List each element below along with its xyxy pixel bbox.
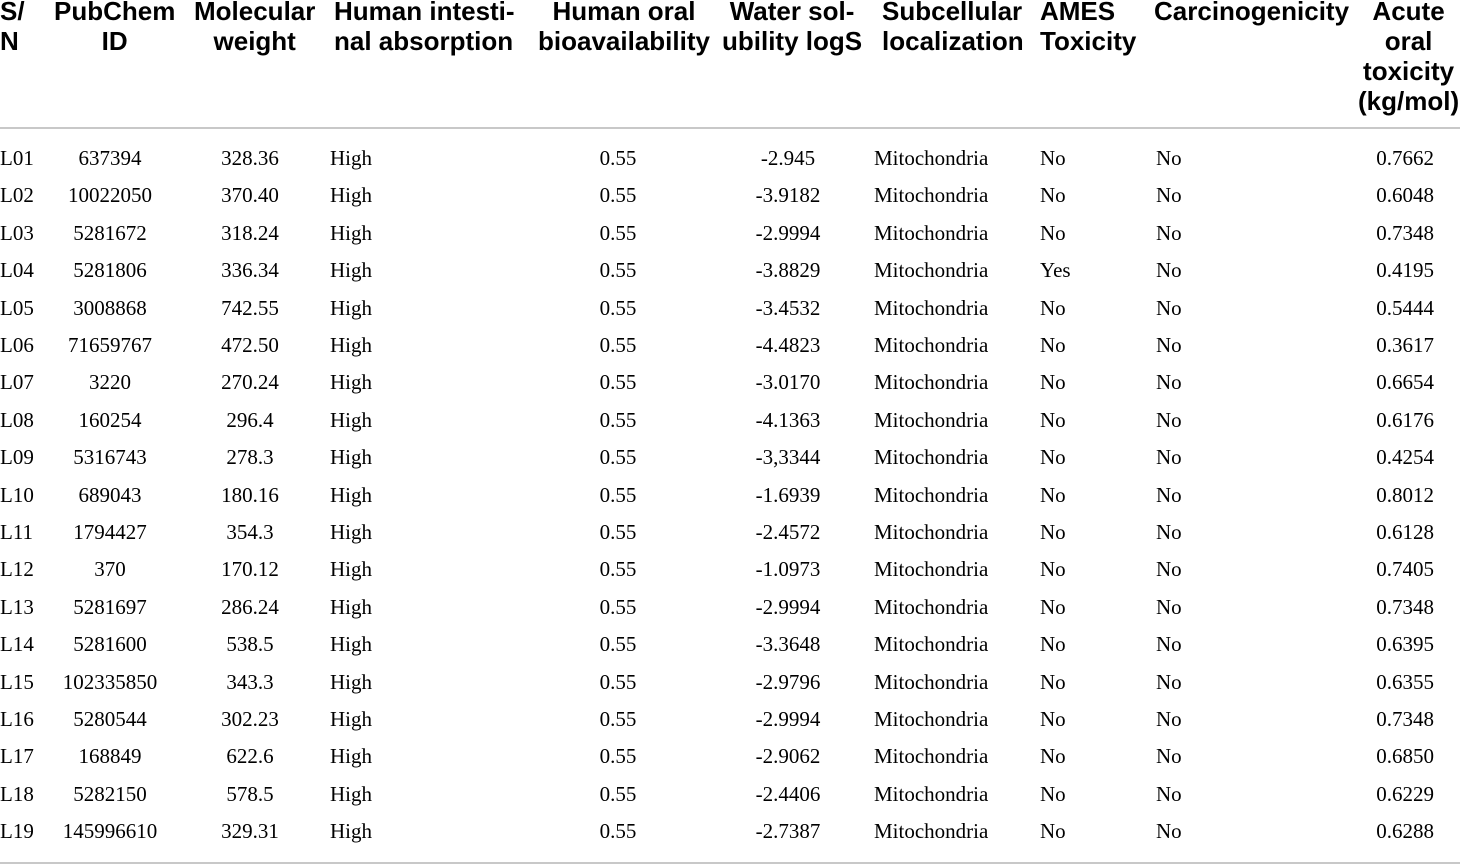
table-cell: No [1156, 669, 1182, 694]
table-cell: 0.55 [599, 220, 637, 245]
table-cell: Mitochondria [874, 258, 989, 283]
table-cell: 0.6229 [1376, 781, 1434, 806]
table-cell: Mitochondria [874, 407, 989, 432]
table-cell: Mitochondria [874, 183, 989, 208]
table-row [0, 402, 1460, 439]
table-cell: 170.12 [221, 557, 279, 582]
table-cell: 578.5 [226, 781, 274, 806]
table-cell: 0.55 [599, 594, 637, 619]
table-cell: -4.1363 [755, 407, 821, 432]
table-cell: L04 [0, 258, 34, 283]
table-cell: Mitochondria [874, 146, 989, 170]
table-cell: No [1040, 370, 1066, 395]
table-cell: No [1156, 482, 1182, 507]
table-cell: 0.55 [599, 407, 637, 432]
table-cell: 5281806 [73, 258, 147, 283]
table-row [0, 776, 1460, 813]
table-cell: 329.31 [221, 819, 279, 844]
table-cell: No [1156, 258, 1182, 283]
table-cell: No [1040, 819, 1066, 844]
table-cell: 622.6 [226, 744, 274, 769]
table-row [0, 439, 1460, 476]
table-cell: 5280544 [73, 707, 147, 731]
table-row [0, 327, 1460, 364]
table-cell: -3.0170 [755, 370, 821, 395]
table-cell: Mitochondria [874, 781, 989, 806]
table-cell: 0.55 [599, 520, 637, 544]
table-cell: -2.4406 [755, 781, 821, 806]
table-cell: High [330, 370, 372, 395]
table-cell: No [1040, 781, 1066, 806]
table-cell: 5281600 [73, 632, 147, 657]
table-row [0, 215, 1460, 252]
table-cell: L01 [0, 146, 34, 170]
table-cell: 0.7662 [1376, 146, 1434, 170]
table-cell: 0.55 [599, 482, 637, 507]
table-cell: High [330, 482, 372, 507]
table-cell: No [1156, 295, 1182, 320]
table-row [0, 252, 1460, 289]
header-intestinal-absorption: Human intesti- nal absorption [334, 0, 515, 56]
table-cell: Mitochondria [874, 707, 989, 731]
table-cell: High [330, 146, 372, 170]
table-cell: No [1040, 520, 1066, 544]
table-cell: 160254 [78, 407, 142, 432]
table-row [0, 177, 1460, 214]
table-cell: -2.7387 [755, 819, 821, 844]
table-cell: 0.4195 [1376, 258, 1434, 283]
table-row [0, 140, 1460, 177]
table-cell: -2.9994 [755, 707, 821, 731]
table-cell: 0.7405 [1376, 557, 1434, 582]
table-cell: 0.6128 [1376, 520, 1434, 544]
header-sn: S/ N [0, 0, 25, 56]
table-cell: Mitochondria [874, 557, 989, 582]
header-acute-oral-toxicity: Acute oral toxicity (kg/mol) [1358, 0, 1460, 116]
header-oral-bioavailability: Human oral bioavailability [538, 0, 710, 56]
table-cell: No [1156, 557, 1182, 582]
table-cell: 0.4254 [1376, 445, 1434, 470]
table-cell: 0.55 [599, 781, 637, 806]
table-cell: 168849 [78, 744, 142, 769]
table-cell: High [330, 632, 372, 657]
table-cell: No [1156, 220, 1182, 245]
table-cell: 0.55 [599, 258, 637, 283]
table-cell: L17 [0, 744, 34, 769]
table-cell: High [330, 220, 372, 245]
header-carcinogenicity: Carcinogenicity [1154, 0, 1350, 26]
table-cell: No [1040, 295, 1066, 320]
table-cell: 689043 [78, 482, 142, 507]
table-cell: 270.24 [221, 370, 279, 395]
table-cell: 336.34 [221, 258, 279, 283]
table-cell: Mitochondria [874, 295, 989, 320]
table-cell: L07 [0, 370, 34, 395]
table-cell: No [1156, 407, 1182, 432]
table-cell: No [1156, 445, 1182, 470]
table-cell: 742.55 [221, 295, 279, 320]
header-divider [0, 127, 1460, 129]
table-cell: L13 [0, 594, 34, 619]
table-cell: No [1040, 482, 1066, 507]
table-cell: Mitochondria [874, 594, 989, 619]
table-cell: 0.5444 [1376, 295, 1434, 320]
table-cell: No [1040, 632, 1066, 657]
table-cell: 0.6288 [1376, 819, 1434, 844]
table-cell: 0.7348 [1376, 707, 1434, 731]
table-cell: High [330, 520, 372, 544]
table-cell: 0.55 [599, 295, 637, 320]
table-cell: 0.7348 [1376, 220, 1434, 245]
table-bottom-rule [0, 862, 1460, 864]
table-cell: 296.4 [226, 407, 274, 432]
table-cell: L05 [0, 295, 34, 320]
table-cell: No [1040, 183, 1066, 208]
table-cell: Mitochondria [874, 632, 989, 657]
table-cell: Mitochondria [874, 744, 989, 769]
table-cell: High [330, 744, 372, 769]
table-cell: High [330, 258, 372, 283]
table-cell: Mitochondria [874, 669, 989, 694]
table-cell: 5316743 [73, 445, 147, 470]
table-row [0, 589, 1460, 626]
table-cell: No [1040, 445, 1066, 470]
table-cell: High [330, 183, 372, 208]
table-cell: 0.55 [599, 557, 637, 582]
table-cell: 328.36 [221, 146, 279, 170]
table-cell: -3.4532 [755, 295, 821, 320]
table-cell: High [330, 295, 372, 320]
table-cell: 318.24 [221, 220, 279, 245]
table-cell: 0.55 [599, 333, 637, 357]
table-cell: L14 [0, 632, 34, 657]
table-cell: Mitochondria [874, 333, 989, 357]
table-cell: 286.24 [221, 594, 279, 619]
table-cell: High [330, 333, 372, 357]
table-cell: No [1156, 520, 1182, 544]
table-cell: 0.55 [599, 707, 637, 731]
table-cell: Mitochondria [874, 819, 989, 844]
table-cell: 0.55 [599, 744, 637, 769]
table-cell: No [1040, 557, 1066, 582]
table-cell: 0.6048 [1376, 183, 1434, 208]
table-cell: 1794427 [73, 520, 147, 544]
table-cell: 3220 [89, 370, 131, 395]
table-row [0, 364, 1460, 401]
table-cell: No [1156, 333, 1182, 357]
header-ames-toxicity: AMES Toxicity [1040, 0, 1137, 56]
table-cell: No [1156, 146, 1182, 170]
table-cell: 5281697 [73, 594, 147, 619]
table-cell: High [330, 557, 372, 582]
table-cell: 3008868 [73, 295, 147, 320]
table-cell: -4.4823 [755, 333, 821, 357]
table-cell: No [1040, 220, 1066, 245]
table-cell: No [1040, 744, 1066, 769]
table-cell: 5281672 [73, 220, 147, 245]
table-cell: -3.3648 [755, 632, 821, 657]
table-row [0, 701, 1460, 738]
table-cell: L11 [0, 520, 34, 544]
table-cell: No [1156, 744, 1182, 769]
table-cell: 0.7348 [1376, 594, 1434, 619]
table-cell: L10 [0, 482, 34, 507]
table-cell: 538.5 [226, 632, 274, 657]
table-cell: High [330, 819, 372, 844]
table-cell: No [1040, 333, 1066, 357]
table-cell: 0.55 [599, 669, 637, 694]
table-cell: 472.50 [221, 333, 279, 357]
table-cell: Mitochondria [874, 370, 989, 395]
table-cell: 0.6176 [1376, 407, 1434, 432]
table-cell: L19 [0, 819, 34, 844]
table-cell: 0.55 [599, 632, 637, 657]
table-cell: 0.55 [599, 370, 637, 395]
table-cell: L03 [0, 220, 34, 245]
table-cell: Mitochondria [874, 445, 989, 470]
table-cell: Yes [1040, 258, 1071, 283]
table-cell: -3.8829 [755, 258, 821, 283]
table-cell: High [330, 669, 372, 694]
table-cell: 0.55 [599, 146, 637, 170]
table-row [0, 664, 1460, 701]
table-cell: 0.55 [599, 819, 637, 844]
table-cell: 0.6395 [1376, 632, 1434, 657]
table-cell: L06 [0, 333, 34, 357]
table-cell: -3,3344 [755, 445, 821, 470]
table-cell: 343.3 [226, 669, 274, 694]
table-cell: L15 [0, 669, 34, 694]
table-row [0, 514, 1460, 551]
table-cell: -2.4572 [755, 520, 821, 544]
table-cell: No [1156, 707, 1182, 731]
table-row [0, 477, 1460, 514]
table-cell: L09 [0, 445, 34, 470]
table-cell: 5282150 [73, 781, 147, 806]
table-cell: No [1156, 183, 1182, 208]
header-water-solubility: Water sol- ubility logS [722, 0, 863, 56]
table-cell: L16 [0, 707, 34, 731]
table-cell: Mitochondria [874, 482, 989, 507]
table-cell: 180.16 [221, 482, 279, 507]
table-cell: 0.8012 [1376, 482, 1434, 507]
table-cell: No [1156, 632, 1182, 657]
table-cell: -2.9994 [755, 594, 821, 619]
table-row [0, 738, 1460, 775]
table-cell: No [1156, 781, 1182, 806]
table-cell: L02 [0, 183, 34, 208]
table-cell: Mitochondria [874, 220, 989, 245]
table-cell: 370.40 [221, 183, 279, 208]
table-cell: No [1040, 594, 1066, 619]
table-cell: 370 [94, 557, 126, 582]
table-cell: High [330, 594, 372, 619]
table-cell: High [330, 445, 372, 470]
table-header [0, 0, 1460, 127]
table-cell: 145996610 [62, 819, 158, 844]
table-cell: High [330, 781, 372, 806]
table-cell: No [1040, 669, 1066, 694]
table-cell: 71659767 [68, 333, 152, 357]
table-cell: -3.9182 [755, 183, 821, 208]
table-row [0, 551, 1460, 588]
table-cell: 354.3 [226, 520, 274, 544]
table-cell: 302.23 [221, 707, 279, 731]
header-molecular-weight: Molecular weight [194, 0, 316, 56]
table-cell: -1.0973 [755, 557, 821, 582]
table-cell: High [330, 707, 372, 731]
table-cell: -2.9796 [755, 669, 821, 694]
table-cell: 278.3 [226, 445, 274, 470]
table-cell: 0.55 [599, 445, 637, 470]
table-cell: 0.3617 [1376, 333, 1434, 357]
table-row [0, 290, 1460, 327]
table-cell: 637394 [78, 146, 142, 170]
table-row [0, 626, 1460, 663]
table-cell: -1.6939 [755, 482, 821, 507]
table-cell: 0.55 [599, 183, 637, 208]
table-cell: L12 [0, 557, 34, 582]
table-cell: No [1040, 146, 1066, 170]
table-cell: 0.6355 [1376, 669, 1434, 694]
table-cell: -2.9994 [755, 220, 821, 245]
header-pubchem-id: PubChem ID [54, 0, 176, 56]
header-subcellular-localization: Subcellular localization [882, 0, 1024, 56]
table-cell: No [1156, 370, 1182, 395]
table-cell: 10022050 [68, 183, 152, 208]
table-cell: -2.9062 [755, 744, 821, 769]
table-cell: 102335850 [62, 669, 158, 694]
table-cell: No [1040, 407, 1066, 432]
table-cell: High [330, 407, 372, 432]
table-cell: L08 [0, 407, 34, 432]
table-cell: No [1156, 594, 1182, 619]
table-cell: 0.6654 [1376, 370, 1434, 395]
table-cell: 0.6850 [1376, 744, 1434, 769]
table-cell: L18 [0, 781, 34, 806]
table-cell: No [1040, 707, 1066, 731]
table-cell: -2.945 [760, 146, 816, 170]
table-cell: Mitochondria [874, 520, 989, 544]
table-row [0, 813, 1460, 850]
table-cell: No [1156, 819, 1182, 844]
